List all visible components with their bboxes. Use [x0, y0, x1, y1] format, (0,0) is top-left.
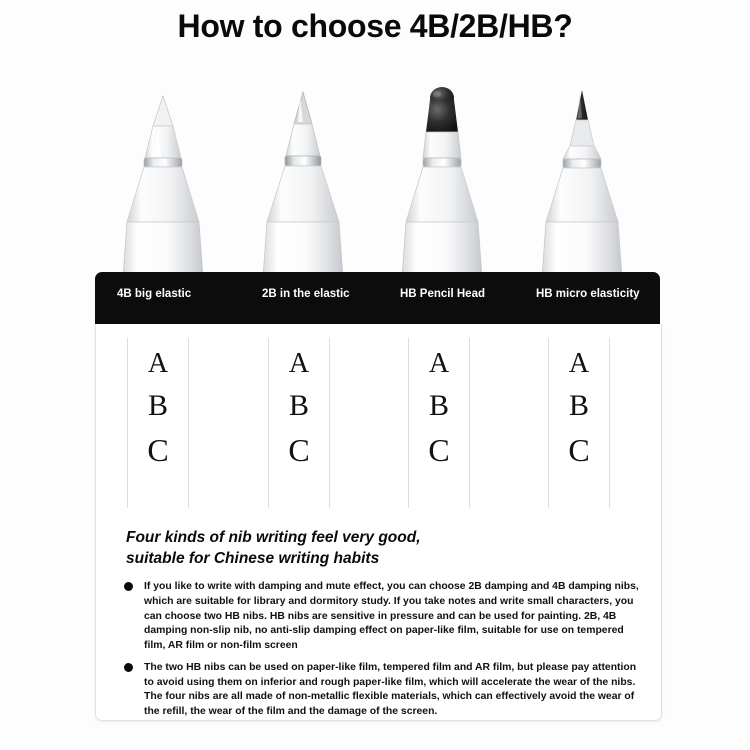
pen-tip-hb-micro-elasticity — [522, 62, 642, 277]
sample-letter-c: C — [428, 432, 450, 468]
pen-tip-hb-pencil-head — [382, 62, 502, 277]
page-title: How to choose 4B/2B/HB? — [177, 8, 573, 44]
writing-sample-column-3 — [408, 338, 470, 508]
writing-sample-column-2 — [268, 338, 330, 508]
writing-sample-column-4 — [548, 338, 610, 508]
sample-letter-c: C — [288, 432, 310, 468]
bullet-text: If you like to write with damping and mute effect, you can choose 2B damping and 4B damping nibs, which are suitable for library and dormitory study. If you take notes and write small characters, you can choose two HB nibs. HB nibs are sensitive in pressure and can be used for painting. 2B, 4B damping non-slip nib, no anti-slip damping effect on paper-like film, suitable for use on tempered film, AR film or non-film screen — [144, 581, 639, 652]
sample-letter-c: C — [147, 432, 169, 468]
nib-label-bar — [95, 272, 660, 324]
sample-letter-b: B — [147, 389, 168, 422]
info-card — [95, 324, 662, 721]
writing-sample-row — [96, 338, 661, 518]
sample-letter-b: B — [288, 389, 309, 422]
sample-letter-a: A — [288, 348, 310, 379]
nib-label-2b-in-the-elastic: 2B in the elastic — [262, 288, 350, 300]
bullet-list — [122, 580, 642, 727]
sample-letter-a: A — [568, 348, 590, 379]
sample-letter-b: B — [568, 389, 589, 422]
nib-label-hb-pencil-head: HB Pencil Head — [400, 288, 485, 300]
headline-line-2: suitable for Chinese writing habits — [126, 549, 380, 567]
headline-line-1: Four kinds of nib writing feel very good, — [126, 529, 421, 546]
bullet-dot-icon — [124, 582, 133, 591]
sample-letter-c: C — [568, 432, 590, 468]
bullet-item — [122, 580, 642, 654]
sample-letter-a: A — [147, 348, 169, 379]
nib-label-4b-big-elastic: 4B big elastic — [117, 288, 192, 300]
bullet-text: The two HB nibs can be used on paper-like film, tempered film and AR film, but please pay attention to avoid using them on inferior and rough paper-like film, which will accelerate the wear of the nibs. The four nibs are all made of non-metallic flexible materials, which can effectively avoid the wear of the refill, the wear of the film and the damage of the screen. — [144, 661, 637, 718]
pen-tip-2b-in-the-elastic — [243, 62, 363, 277]
bullet-item — [122, 661, 642, 720]
nib-label-hb-micro-elasticity: HB micro elasticity — [536, 288, 640, 300]
sample-letter-a: A — [428, 348, 450, 379]
bullet-dot-icon — [124, 663, 133, 672]
sample-letter-b: B — [428, 389, 449, 422]
pen-tips-row — [0, 62, 750, 277]
writing-sample-column-1 — [127, 338, 189, 508]
pen-tip-4b-big-elastic — [103, 62, 223, 277]
headline — [126, 528, 636, 570]
